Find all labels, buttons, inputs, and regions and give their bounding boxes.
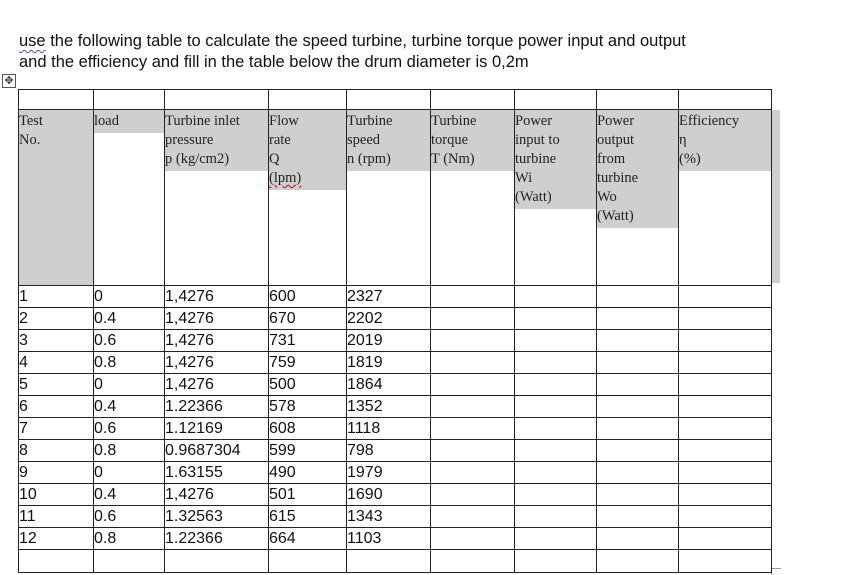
cell-pin[interactable] xyxy=(515,506,597,528)
cell-pin[interactable] xyxy=(515,440,597,462)
cell-speed[interactable]: 1690 xyxy=(347,484,431,506)
cell-eff[interactable] xyxy=(679,352,772,374)
cell-test[interactable]: 8 xyxy=(19,440,94,462)
table-row xyxy=(19,484,772,506)
cell-pressure[interactable]: 1.22366 xyxy=(165,528,269,550)
cell-pout[interactable] xyxy=(597,484,679,506)
cell-test[interactable]: 6 xyxy=(19,396,94,418)
cell-pressure[interactable]: 1,4276 xyxy=(165,330,269,352)
blank-row xyxy=(19,550,772,573)
cell-pout[interactable] xyxy=(597,528,679,550)
table-row xyxy=(19,506,772,528)
cell-load[interactable]: 0 xyxy=(94,462,165,484)
cell-pout[interactable] xyxy=(597,440,679,462)
table-row xyxy=(19,286,772,308)
cell-torque[interactable] xyxy=(431,286,515,308)
cell-load[interactable]: 0.4 xyxy=(94,308,165,330)
table-row xyxy=(19,528,772,550)
cell-test[interactable]: 7 xyxy=(19,418,94,440)
table-move-handle-icon[interactable]: ✥ xyxy=(2,74,16,88)
cell-test[interactable]: 10 xyxy=(19,484,94,506)
cell-torque[interactable] xyxy=(431,440,515,462)
cell-pout[interactable] xyxy=(597,308,679,330)
cell-pout[interactable] xyxy=(597,330,679,352)
cell-eff[interactable] xyxy=(679,308,772,330)
table-row xyxy=(19,308,772,330)
intro-line-1: use the following table to calculate the speed turbine, turbine torque power input and output xyxy=(19,32,686,50)
cell-eff[interactable] xyxy=(679,286,772,308)
cell-speed[interactable]: 1343 xyxy=(347,506,431,528)
spellcheck-word[interactable]: use xyxy=(19,32,46,50)
cell-torque[interactable] xyxy=(431,352,515,374)
header-row xyxy=(19,110,772,286)
cell-flow[interactable]: 608 xyxy=(269,418,347,440)
cell-pin[interactable] xyxy=(515,528,597,550)
table-row xyxy=(19,352,772,374)
cell-eff[interactable] xyxy=(679,396,772,418)
cell-load[interactable]: 0.8 xyxy=(94,528,165,550)
header-cell[interactable] xyxy=(165,110,269,286)
cell-load[interactable]: 0.8 xyxy=(94,352,165,374)
header-cell[interactable] xyxy=(94,110,165,286)
cell-speed[interactable]: 1103 xyxy=(347,528,431,550)
cell-pin[interactable] xyxy=(515,308,597,330)
cell-flow[interactable]: 599 xyxy=(269,440,347,462)
cell-pout[interactable] xyxy=(597,462,679,484)
cell-pin[interactable] xyxy=(515,396,597,418)
header-cell[interactable] xyxy=(597,110,679,286)
cell-pin[interactable] xyxy=(515,462,597,484)
header-load: load xyxy=(94,110,164,133)
cell-torque[interactable] xyxy=(431,506,515,528)
cell-pout[interactable] xyxy=(597,418,679,440)
cell-load[interactable]: 0.6 xyxy=(94,506,165,528)
cell-eff[interactable] xyxy=(679,440,772,462)
cell-torque[interactable] xyxy=(431,418,515,440)
cell-test[interactable]: 2 xyxy=(19,308,94,330)
cell-pin[interactable] xyxy=(515,484,597,506)
cell-test[interactable]: 12 xyxy=(19,528,94,550)
cell-load[interactable]: 0.4 xyxy=(94,396,165,418)
cell-flow[interactable]: 664 xyxy=(269,528,347,550)
table-row xyxy=(19,440,772,462)
cell-speed[interactable]: 798 xyxy=(347,440,431,462)
cell-speed[interactable]: 2327 xyxy=(347,286,431,308)
cell-pressure[interactable]: 1.63155 xyxy=(165,462,269,484)
intro-line-2: and the efficiency and fill in the table below the drum diameter is 0,2m xyxy=(19,53,529,71)
cell-load[interactable]: 0.6 xyxy=(94,330,165,352)
cell-pin[interactable] xyxy=(515,286,597,308)
header-test-no: Test No. xyxy=(19,110,93,285)
cell-pressure[interactable]: 1,4276 xyxy=(165,286,269,308)
cell-flow[interactable]: 600 xyxy=(269,286,347,308)
header-cell[interactable] xyxy=(19,110,94,286)
header-cell[interactable] xyxy=(431,110,515,286)
results-table[interactable] xyxy=(18,89,772,573)
cell-test[interactable]: 4 xyxy=(19,352,94,374)
table-row xyxy=(19,330,772,352)
cell-test[interactable]: 3 xyxy=(19,330,94,352)
header-cell[interactable] xyxy=(347,110,431,286)
cell-speed[interactable]: 2202 xyxy=(347,308,431,330)
cell-pressure[interactable]: 1,4276 xyxy=(165,352,269,374)
cell-pout[interactable] xyxy=(597,396,679,418)
cell-pin[interactable] xyxy=(515,418,597,440)
cell-load[interactable]: 0.8 xyxy=(94,440,165,462)
cell-flow[interactable]: 578 xyxy=(269,396,347,418)
cell-flow[interactable]: 501 xyxy=(269,484,347,506)
cell-flow[interactable]: 500 xyxy=(269,374,347,396)
cell-test[interactable]: 1 xyxy=(19,286,94,308)
header-cell[interactable] xyxy=(679,110,772,286)
cell-test[interactable]: 9 xyxy=(19,462,94,484)
cell-pin[interactable] xyxy=(515,374,597,396)
cell-load[interactable]: 0 xyxy=(94,374,165,396)
cell-pout[interactable] xyxy=(597,506,679,528)
cell-pressure[interactable]: 1,4276 xyxy=(165,308,269,330)
intro-text xyxy=(19,31,819,73)
header-flow: Flow rate Q (lpm) xyxy=(269,110,346,190)
cell-speed[interactable]: 1979 xyxy=(347,462,431,484)
header-speed: Turbine speed n (rpm) xyxy=(347,110,430,171)
cell-torque[interactable] xyxy=(431,528,515,550)
table-row xyxy=(19,396,772,418)
table-row xyxy=(19,374,772,396)
cell-eff[interactable] xyxy=(679,418,772,440)
cell-pressure[interactable]: 1,4276 xyxy=(165,484,269,506)
cell-flow[interactable]: 615 xyxy=(269,506,347,528)
cell-eff[interactable] xyxy=(679,484,772,506)
header-torque: Turbine torque T (Nm) xyxy=(431,110,514,171)
cell-eff[interactable] xyxy=(679,506,772,528)
cell-torque[interactable] xyxy=(431,330,515,352)
cell-test[interactable]: 11 xyxy=(19,506,94,528)
shading-overflow xyxy=(771,110,780,283)
table-row xyxy=(19,418,772,440)
cell-pressure[interactable]: 1,4276 xyxy=(165,374,269,396)
cell-speed[interactable]: 1864 xyxy=(347,374,431,396)
header-cell[interactable] xyxy=(515,110,597,286)
cell-pin[interactable] xyxy=(515,330,597,352)
cell-speed[interactable]: 1819 xyxy=(347,352,431,374)
cell-pressure[interactable]: 0.9687304 xyxy=(165,440,269,462)
cell-speed[interactable]: 1352 xyxy=(347,396,431,418)
header-pressure: Turbine inlet pressure p (kg/cm2) xyxy=(165,110,268,171)
cell-eff[interactable] xyxy=(679,462,772,484)
cell-pin[interactable] xyxy=(515,352,597,374)
cell-pressure[interactable]: 1.12169 xyxy=(165,418,269,440)
cell-torque[interactable] xyxy=(431,308,515,330)
header-efficiency: Efficiency η (%) xyxy=(679,110,771,171)
cell-test[interactable]: 5 xyxy=(19,374,94,396)
cell-pout[interactable] xyxy=(597,374,679,396)
cell-flow[interactable]: 670 xyxy=(269,308,347,330)
cell-speed[interactable]: 1118 xyxy=(347,418,431,440)
cell-speed[interactable]: 2019 xyxy=(347,330,431,352)
cell-torque[interactable] xyxy=(431,462,515,484)
cell-flow[interactable]: 490 xyxy=(269,462,347,484)
cell-load[interactable]: 0 xyxy=(94,286,165,308)
cell-load[interactable]: 0.4 xyxy=(94,484,165,506)
cell-eff[interactable] xyxy=(679,374,772,396)
header-power-output: Power output from turbine Wo (Watt) xyxy=(597,110,678,228)
cell-flow[interactable]: 731 xyxy=(269,330,347,352)
cell-pressure[interactable]: 1.32563 xyxy=(165,506,269,528)
table-row xyxy=(19,462,772,484)
cell-pout[interactable] xyxy=(597,352,679,374)
cell-pressure[interactable]: 1.22366 xyxy=(165,396,269,418)
spacer-row xyxy=(19,90,772,110)
cell-torque[interactable] xyxy=(431,396,515,418)
cell-torque[interactable] xyxy=(431,374,515,396)
cell-flow[interactable]: 759 xyxy=(269,352,347,374)
cell-eff[interactable] xyxy=(679,528,772,550)
cell-eff[interactable] xyxy=(679,330,772,352)
header-cell[interactable] xyxy=(269,110,347,286)
cell-load[interactable]: 0.6 xyxy=(94,418,165,440)
header-power-input: Power input to turbine Wi (Watt) xyxy=(515,110,596,209)
cell-pout[interactable] xyxy=(597,286,679,308)
cell-torque[interactable] xyxy=(431,484,515,506)
